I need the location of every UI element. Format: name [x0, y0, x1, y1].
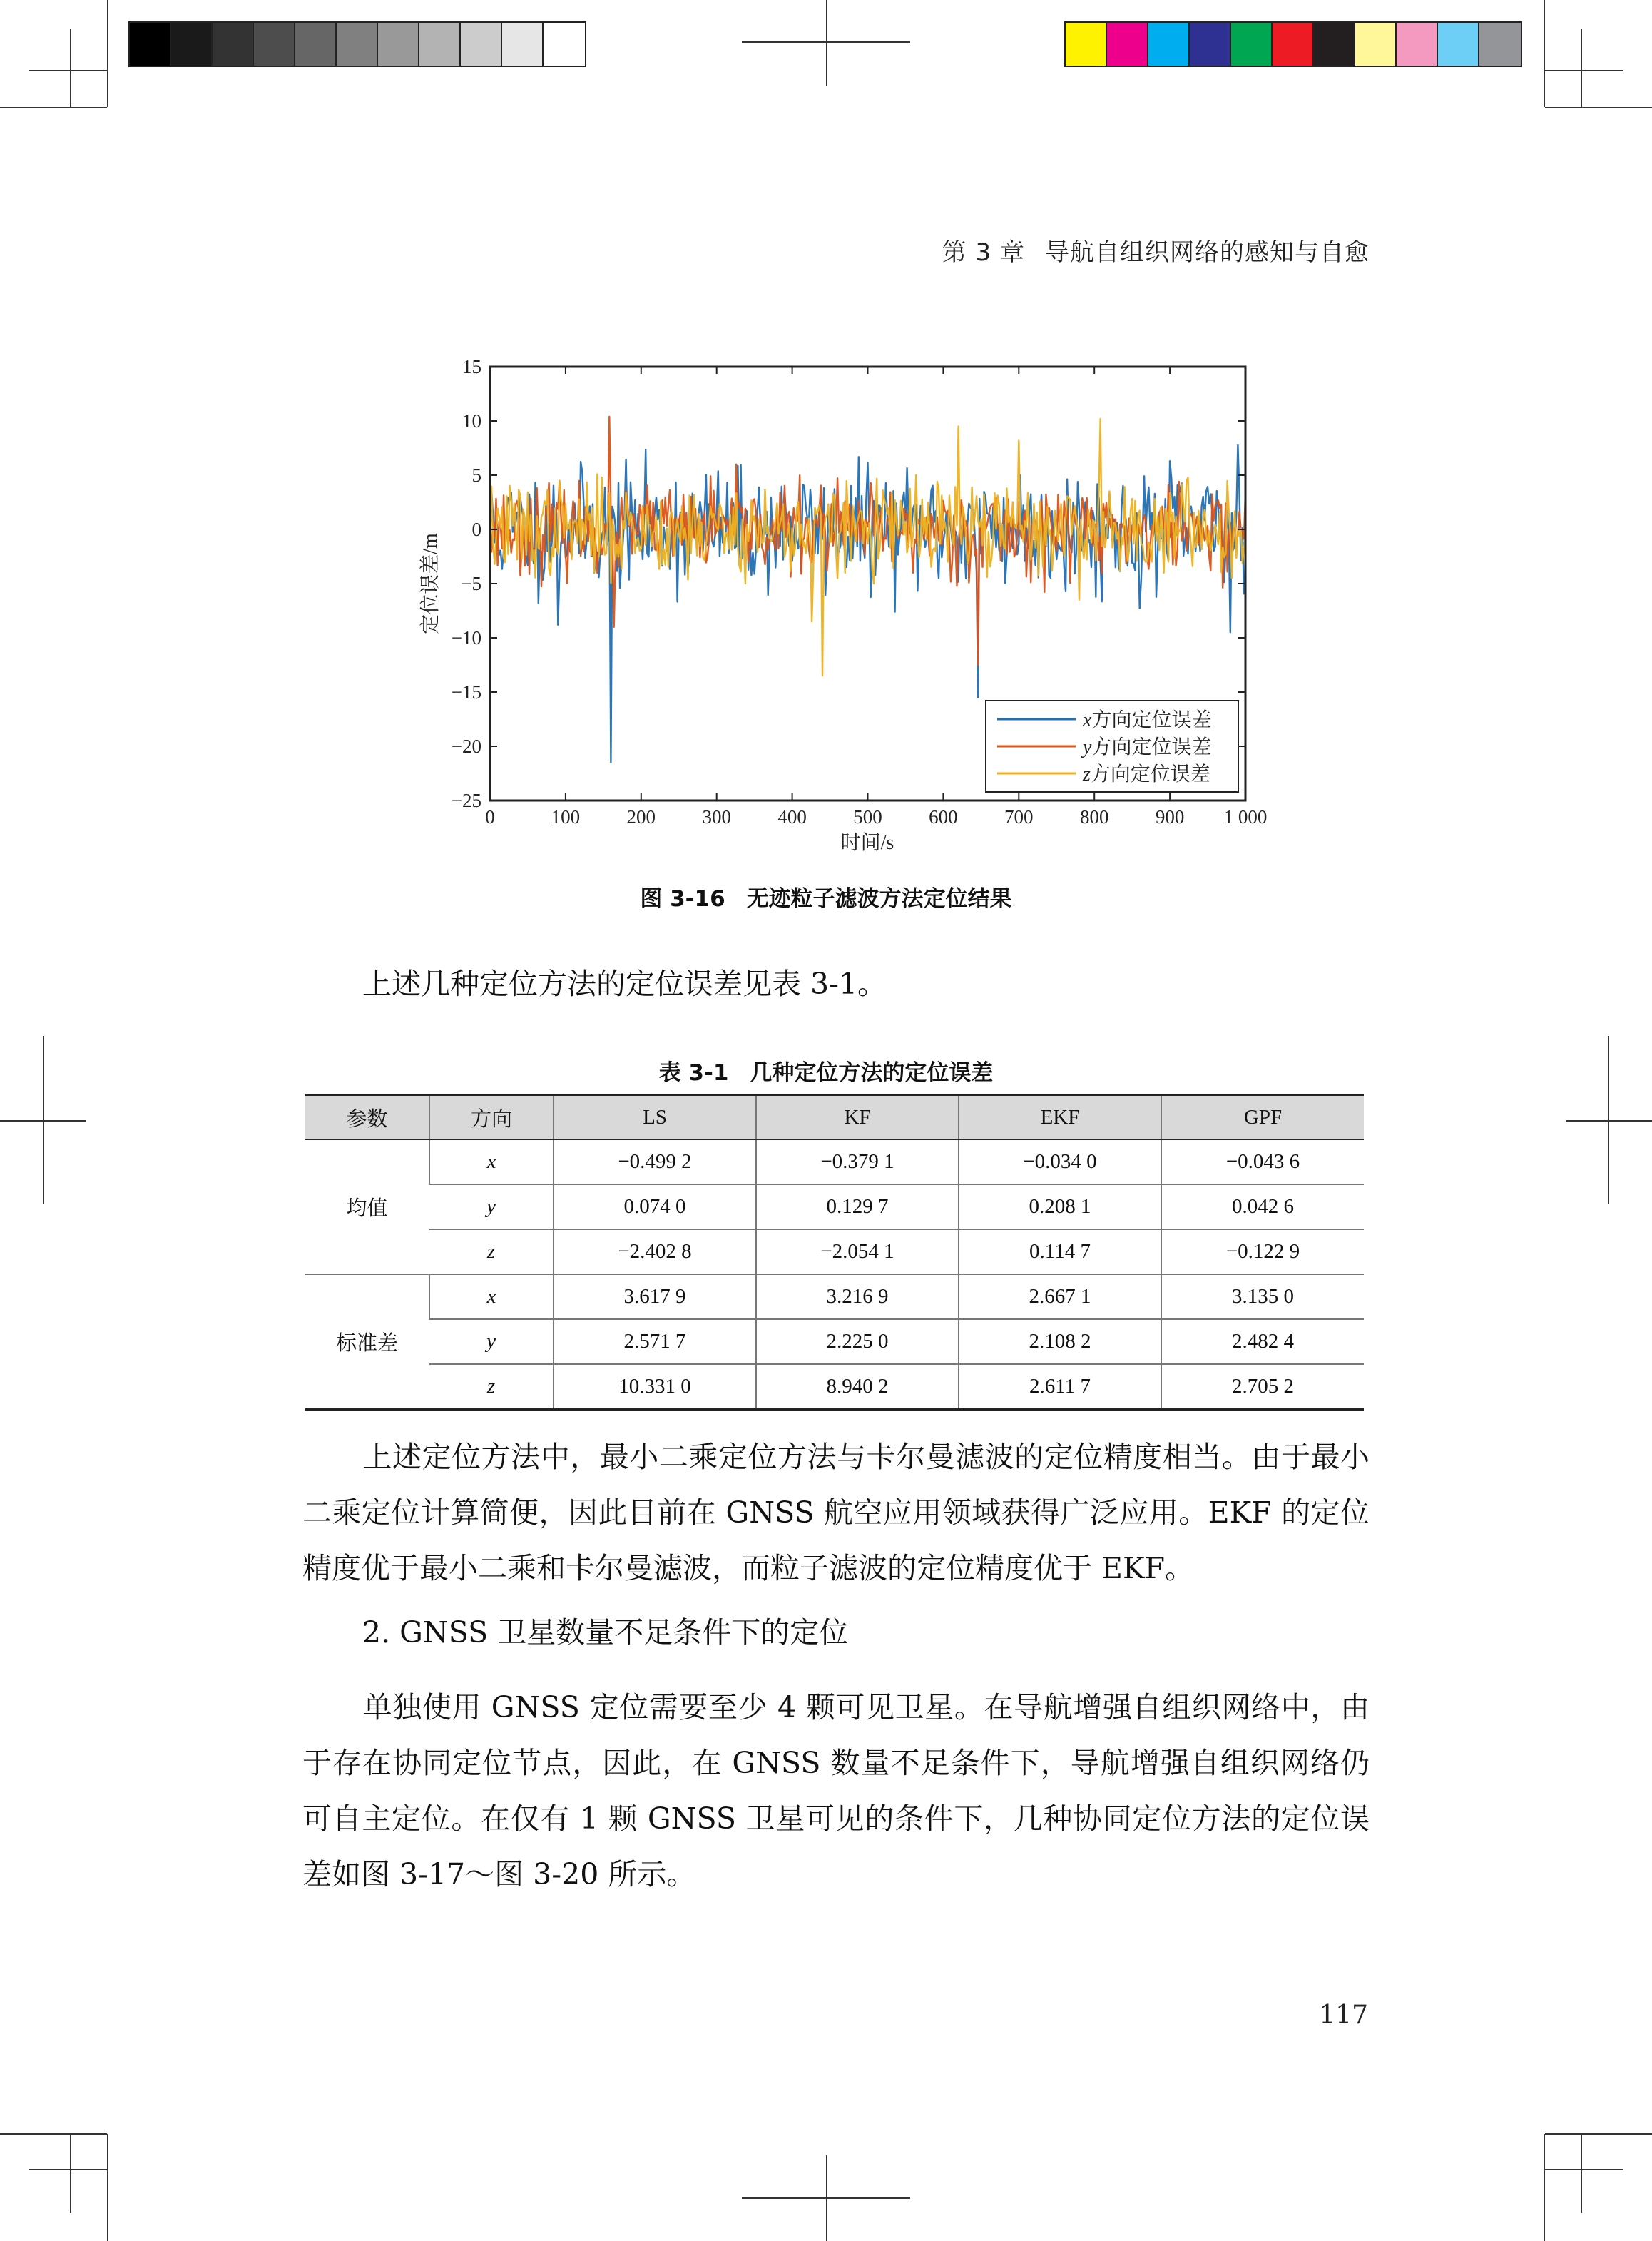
table-header-row [305, 1095, 1364, 1140]
legend-var: x [1083, 709, 1092, 731]
error-value-cell: 2.571 7 [554, 1319, 756, 1364]
error-value-cell: 2.108 2 [959, 1319, 1161, 1364]
table-row [305, 1364, 1364, 1410]
legend-label-x [1082, 708, 1211, 731]
error-value-cell: 2.225 0 [756, 1319, 959, 1364]
error-value-cell: −0.034 0 [959, 1139, 1161, 1184]
error-value-cell: 0.074 0 [554, 1184, 756, 1229]
error-value-cell: 0.129 7 [756, 1184, 959, 1229]
gray-swatch [254, 23, 295, 66]
x-tick-label: 700 [1004, 806, 1034, 828]
gray-swatch [337, 23, 378, 66]
color-swatch [1479, 23, 1521, 66]
color-swatch [1190, 23, 1231, 66]
process-color-bar [1064, 21, 1522, 67]
error-value-cell: 8.940 2 [756, 1364, 959, 1410]
paragraph-table-intro [302, 956, 1370, 1012]
color-swatch [1107, 23, 1148, 66]
y-tick-label: −25 [451, 790, 481, 811]
table-row [305, 1229, 1364, 1274]
paragraph-insufficient-satellites [302, 1680, 1370, 1902]
x-tick-label: 300 [702, 806, 731, 828]
color-swatch [1314, 23, 1355, 66]
direction-cell: y [429, 1319, 554, 1364]
color-swatch [1438, 23, 1479, 66]
figure-caption-text: 无迹粒子滤波方法定位结果 [746, 886, 1012, 912]
color-swatch [1397, 23, 1438, 66]
table-number: 表 3-1 [658, 1060, 729, 1086]
y-tick-label: −5 [461, 573, 481, 594]
legend-label-y [1081, 736, 1211, 758]
error-value-cell: 0.114 7 [959, 1229, 1161, 1274]
x-tick-label: 100 [551, 806, 581, 828]
color-swatch [1148, 23, 1190, 66]
y-tick-label: −10 [451, 627, 481, 649]
table-row [305, 1319, 1364, 1364]
table-row [305, 1139, 1364, 1184]
error-value-cell: −2.402 8 [554, 1229, 756, 1274]
color-swatch [1273, 23, 1314, 66]
x-tick-label: 500 [853, 806, 882, 828]
color-swatch [1355, 23, 1397, 66]
direction-cell: x [429, 1274, 554, 1319]
table-header-cell: GPF [1161, 1095, 1364, 1140]
y-tick-label: 5 [471, 464, 481, 486]
error-value-cell: 0.042 6 [1161, 1184, 1364, 1229]
error-value-cell: −0.379 1 [756, 1139, 959, 1184]
gray-swatch [461, 23, 502, 66]
positioning-error-table [305, 1094, 1364, 1411]
legend-var: z [1083, 763, 1091, 786]
gray-swatch [295, 23, 337, 66]
color-swatch [1231, 23, 1273, 66]
error-value-cell: 10.331 0 [554, 1364, 756, 1410]
paragraph-text: 单独使用 GNSS 定位需要至少 4 颗可见卫星。在导航增强自组织网络中，由于存在协同定位节点，因此，在 GNSS 数量不足条件下，导航增强自组织网络仍可自主定位。在仅有 1 颗 GNSS 卫星可见的条件下，几种协同定位方法的定位误差如图 3-17～图 3-20 所示。 [302, 1690, 1370, 1891]
table-title-text: 几种定位方法的定位误差 [750, 1060, 994, 1086]
parameter-group-cell: 标准差 [305, 1274, 429, 1410]
x-tick-label: 0 [485, 806, 495, 828]
table-header-cell: 方向 [429, 1095, 554, 1140]
x-axis-label: 时间/s [840, 832, 894, 854]
gray-swatch [544, 23, 585, 66]
gray-swatch [502, 23, 544, 66]
gray-swatch [130, 23, 171, 66]
figure-caption [0, 880, 1652, 913]
figure-number: 图 3-16 [640, 886, 725, 912]
x-tick-label: 600 [929, 806, 958, 828]
y-tick-label: −15 [451, 681, 481, 703]
y-axis-label: 定位误差/m [419, 533, 442, 634]
x-tick-label: 900 [1155, 806, 1185, 828]
error-value-cell: 2.667 1 [959, 1274, 1161, 1319]
table-row [305, 1274, 1364, 1319]
legend-text: 方向定位误差 [1091, 709, 1212, 731]
error-value-cell: 3.617 9 [554, 1274, 756, 1319]
gray-swatch [171, 23, 213, 66]
y-tick-label: −20 [451, 736, 481, 757]
x-tick-label: 200 [626, 806, 656, 828]
x-tick-label: 800 [1079, 806, 1109, 828]
table-row [305, 1184, 1364, 1229]
gray-swatch [419, 23, 461, 66]
error-value-cell: −0.122 9 [1161, 1229, 1364, 1274]
table-header-cell: LS [554, 1095, 756, 1140]
table-header-cell: EKF [959, 1095, 1161, 1140]
color-swatch [1066, 23, 1107, 66]
error-value-cell: 2.705 2 [1161, 1364, 1364, 1410]
gray-swatch [378, 23, 419, 66]
y-tick-label: 10 [462, 410, 481, 432]
table-title [0, 1055, 1652, 1087]
paragraph-text: 上述定位方法中，最小二乘定位方法与卡尔曼滤波的定位精度相当。由于最小二乘定位计算简便，因此目前在 GNSS 航空应用领域获得广泛应用。EKF 的定位精度优于最小二乘和卡尔曼滤波，而粒子滤波的定位精度优于 EKF。 [302, 1440, 1370, 1585]
grayscale-color-bar [128, 21, 586, 67]
chart-legend [986, 701, 1238, 792]
paragraph-text: 上述几种定位方法的定位误差见表 3-1。 [362, 967, 887, 1001]
x-tick-label: 400 [777, 806, 807, 828]
direction-cell: x [429, 1139, 554, 1184]
gray-swatch [213, 23, 254, 66]
direction-cell: z [429, 1229, 554, 1274]
legend-text: 方向定位误差 [1091, 736, 1212, 758]
section-heading: 2. GNSS 卫星数量不足条件下的定位 [362, 1615, 849, 1650]
error-value-cell: 2.611 7 [959, 1364, 1161, 1410]
error-value-cell: −0.043 6 [1161, 1139, 1364, 1184]
error-value-cell: 3.135 0 [1161, 1274, 1364, 1319]
parameter-group-cell: 均值 [305, 1139, 429, 1274]
error-value-cell: −0.499 2 [554, 1139, 756, 1184]
error-value-cell: 2.482 4 [1161, 1319, 1364, 1364]
direction-cell: y [429, 1184, 554, 1229]
error-value-cell: 3.216 9 [756, 1274, 959, 1319]
page-number: 117 [1319, 2001, 1368, 2030]
positioning-error-chart [399, 350, 1277, 863]
x-tick-label: 1 000 [1223, 806, 1268, 828]
chapter-title: 导航自组织网络的感知与自愈 [1045, 238, 1370, 267]
y-tick-label: 0 [471, 519, 481, 540]
legend-text: 方向定位误差 [1090, 763, 1210, 786]
table-header-cell: KF [756, 1095, 959, 1140]
error-value-cell: −2.054 1 [756, 1229, 959, 1274]
legend-var: y [1083, 736, 1092, 758]
table-header-cell: 参数 [305, 1095, 429, 1140]
running-header [942, 233, 1370, 268]
y-tick-label: 15 [462, 356, 481, 377]
paragraph-comparison [302, 1429, 1370, 1596]
chapter-number: 第 3 章 [942, 238, 1025, 267]
legend-label-z [1082, 763, 1210, 786]
error-value-cell: 0.208 1 [959, 1184, 1161, 1229]
direction-cell: z [429, 1364, 554, 1410]
